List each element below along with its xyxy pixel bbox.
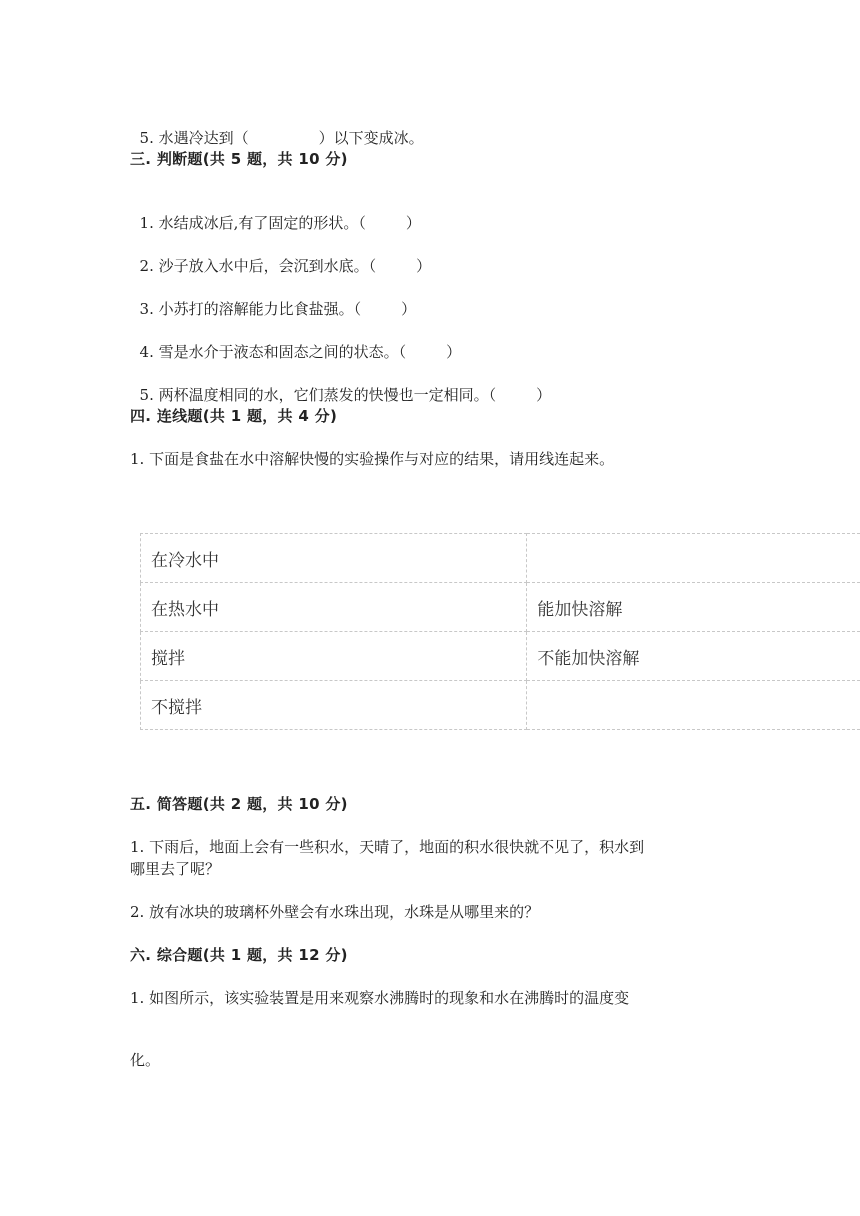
operation-cell[interactable]: 搅拌 bbox=[141, 632, 527, 681]
question-tail: ） bbox=[536, 386, 552, 404]
table-row bbox=[141, 632, 860, 681]
judgment-question-3 bbox=[130, 276, 416, 320]
short-answer-question-1-line-1: 1. 下雨后，地面上会有一些积水，天晴了，地面的积水很快就不见了，积水到 bbox=[130, 838, 645, 856]
short-answer-question-2: 2. 放有冰块的玻璃杯外壁会有水珠出现，水珠是从哪里来的？ bbox=[130, 903, 540, 921]
matching-question-1: 1. 下面是食盐在水中溶解快慢的实验操作与对应的结果，请用线连起来。 bbox=[130, 450, 615, 468]
question-tail: ） bbox=[405, 214, 421, 232]
question-text: 5. 两杯温度相同的水，它们蒸发的快慢也一定相同。（ bbox=[139, 386, 497, 404]
operation-cell[interactable]: 在热水中 bbox=[141, 583, 527, 632]
table-row bbox=[141, 534, 860, 583]
matching-table bbox=[140, 533, 860, 730]
result-cell[interactable] bbox=[527, 681, 860, 730]
question-tail: ）以下变成冰。 bbox=[318, 129, 424, 147]
question-text: 1. 水结成冰后,有了固定的形状。（ bbox=[139, 214, 366, 232]
table-row bbox=[141, 681, 860, 730]
judgment-question-4 bbox=[130, 319, 461, 363]
fill-question-5 bbox=[130, 105, 424, 149]
table-row bbox=[141, 583, 860, 632]
short-answer-question-1-line-2: 哪里去了呢？ bbox=[130, 860, 221, 878]
operation-cell[interactable]: 在冷水中 bbox=[141, 534, 527, 583]
section-heading-short-answer: 五. 简答题(共 2 题，共 10 分) bbox=[130, 795, 348, 813]
question-text: 2. 沙子放入水中后，会沉到水底。（ bbox=[139, 257, 377, 275]
judgment-question-2 bbox=[130, 233, 431, 277]
section-heading-comprehensive: 六. 综合题(共 1 题，共 12 分) bbox=[130, 946, 348, 964]
result-cell[interactable] bbox=[527, 534, 860, 583]
question-tail: ） bbox=[416, 257, 432, 275]
question-text: 5. 水遇冷达到（ bbox=[139, 129, 249, 147]
question-text: 3. 小苏打的溶解能力比食盐强。（ bbox=[139, 300, 362, 318]
judgment-question-1 bbox=[130, 190, 421, 234]
section-heading-matching: 四. 连线题(共 1 题，共 4 分) bbox=[130, 407, 338, 425]
judgment-question-5 bbox=[130, 362, 551, 406]
comprehensive-question-1-line-2: 化。 bbox=[130, 1051, 161, 1069]
operation-cell[interactable]: 不搅拌 bbox=[141, 681, 527, 730]
question-text: 4. 雪是水介于液态和固态之间的状态。（ bbox=[139, 343, 407, 361]
result-cell[interactable]: 不能加快溶解 bbox=[527, 632, 860, 681]
section-heading-judgment: 三. 判断题(共 5 题，共 10 分) bbox=[130, 150, 348, 168]
comprehensive-question-1-line-1: 1. 如图所示，该实验装置是用来观察水沸腾时的现象和水在沸腾时的温度变 bbox=[130, 989, 630, 1007]
question-tail: ） bbox=[446, 343, 462, 361]
result-cell[interactable]: 能加快溶解 bbox=[527, 583, 860, 632]
question-tail: ） bbox=[401, 300, 417, 318]
